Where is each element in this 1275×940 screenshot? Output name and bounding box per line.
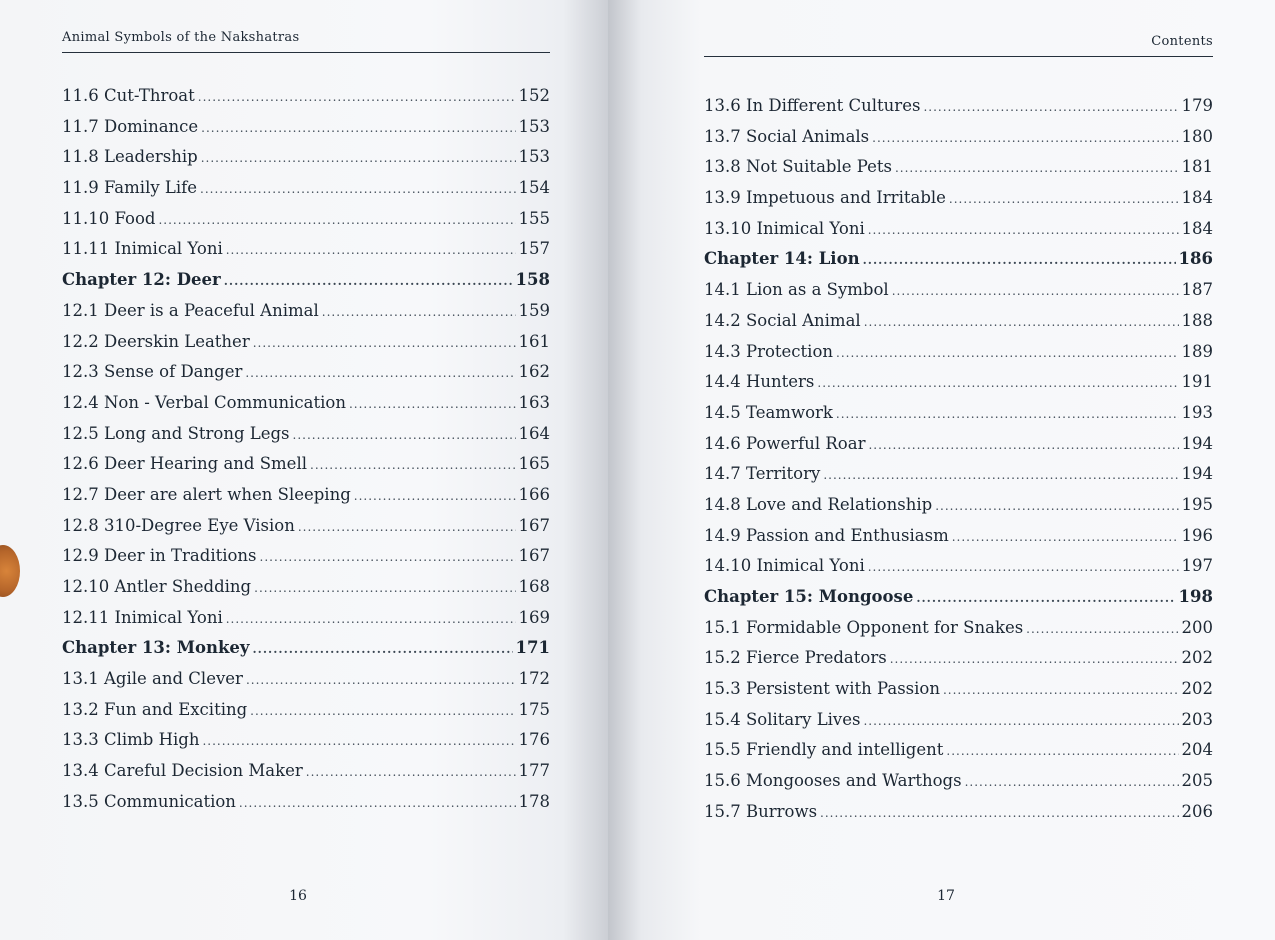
toc-entry bbox=[704, 735, 1213, 766]
toc-entry-page: 157 bbox=[518, 239, 550, 259]
toc-entry-title: 14.6 Powerful Roar bbox=[704, 433, 866, 453]
toc-entry-page: 202 bbox=[1181, 679, 1213, 699]
toc-entry-page: 165 bbox=[518, 454, 550, 474]
toc-entry-title: 14.3 Protection bbox=[704, 341, 834, 361]
toc-entry-title: 12.9 Deer in Traditions bbox=[62, 546, 257, 566]
toc-entry bbox=[62, 725, 550, 756]
toc-entry bbox=[62, 81, 550, 112]
dot-leader bbox=[935, 491, 1178, 522]
dot-leader bbox=[965, 767, 1179, 798]
running-head: Animal Symbols of the Nakshatras bbox=[62, 30, 550, 53]
toc-list bbox=[62, 81, 550, 818]
toc-entry-title: 12.10 Antler Shedding bbox=[62, 577, 252, 596]
page-tab-marker bbox=[0, 545, 20, 597]
dot-leader bbox=[872, 123, 1178, 154]
dot-leader bbox=[868, 215, 1179, 246]
toc-entry bbox=[62, 756, 550, 787]
dot-leader bbox=[254, 573, 515, 604]
toc-entry-title: 12.6 Deer Hearing and Smell bbox=[62, 454, 308, 474]
dot-leader bbox=[836, 338, 1178, 369]
toc-entry-page: 187 bbox=[1181, 280, 1213, 300]
toc-entry-title: 13.10 Inimical Yoni bbox=[704, 218, 865, 238]
toc-entry-page: 195 bbox=[1181, 494, 1213, 514]
dot-leader bbox=[863, 245, 1176, 276]
toc-entry-title: 13.1 Agile and Clever bbox=[62, 669, 243, 689]
dot-leader bbox=[1026, 614, 1178, 645]
toc-entry-page: 200 bbox=[1181, 617, 1213, 637]
toc-entry-page: 203 bbox=[1181, 709, 1213, 729]
dot-leader bbox=[201, 143, 516, 174]
toc-entry-title: 12.1 Deer is a Peaceful Animal bbox=[62, 300, 319, 320]
toc-entry bbox=[62, 204, 550, 235]
dot-leader bbox=[253, 634, 513, 665]
toc-entry-page: 177 bbox=[518, 761, 550, 781]
toc-entry-title: 15.6 Mongooses and Warthogs bbox=[704, 771, 962, 791]
dot-leader bbox=[198, 82, 516, 113]
toc-entry bbox=[704, 306, 1213, 337]
dot-leader bbox=[949, 184, 1179, 215]
toc-entry-page: 205 bbox=[1181, 771, 1213, 791]
toc-entry bbox=[62, 480, 550, 511]
dot-leader bbox=[239, 788, 516, 819]
dot-leader bbox=[250, 696, 515, 727]
toc-entry-page: 153 bbox=[518, 147, 550, 167]
toc-entry-page: 194 bbox=[1181, 433, 1213, 453]
toc-entry-title: 11.7 Dominance bbox=[62, 116, 199, 136]
dot-leader bbox=[863, 706, 1178, 737]
toc-entry bbox=[62, 112, 550, 143]
dot-leader bbox=[349, 389, 516, 420]
toc-entry-title: 13.2 Fun and Exciting bbox=[62, 699, 248, 719]
toc-entry-title: 13.4 Careful Decision Maker bbox=[62, 761, 303, 781]
dot-leader bbox=[952, 522, 1179, 553]
toc-entry-page: 153 bbox=[518, 116, 550, 136]
toc-entry-page: 162 bbox=[518, 362, 550, 382]
toc-entry-page: 152 bbox=[518, 86, 550, 105]
toc-entry-page: 161 bbox=[518, 331, 550, 351]
toc-entry-title: 12.3 Sense of Danger bbox=[62, 362, 243, 382]
toc-entry-page: 159 bbox=[518, 300, 550, 320]
toc-entry bbox=[704, 214, 1213, 245]
toc-entry-title: 15.5 Friendly and intelligent bbox=[704, 740, 944, 760]
toc-entry-page: 154 bbox=[518, 178, 550, 198]
toc-entry-page: 184 bbox=[1181, 188, 1213, 208]
toc-entry-page: 186 bbox=[1178, 249, 1213, 269]
toc-entry-page: 202 bbox=[1181, 648, 1213, 668]
toc-entry bbox=[62, 296, 550, 327]
toc-entry bbox=[704, 521, 1213, 552]
dot-leader bbox=[293, 420, 516, 451]
toc-entry-title: 12.8 310-Degree Eye Vision bbox=[62, 515, 295, 535]
toc-entry-title: 15.3 Persistent with Passion bbox=[704, 679, 940, 699]
toc-entry-title: 13.6 In Different Cultures bbox=[704, 96, 921, 115]
toc-entry-title: 12.11 Inimical Yoni bbox=[62, 607, 223, 627]
toc-entry-page: 206 bbox=[1181, 801, 1213, 821]
toc-chapter-entry bbox=[704, 244, 1213, 275]
dot-leader bbox=[892, 276, 1179, 307]
toc-entry-title: 12.2 Deerskin Leather bbox=[62, 331, 250, 351]
toc-entry-title: 14.9 Passion and Enthusiasm bbox=[704, 525, 949, 545]
toc-entry-page: 188 bbox=[1181, 310, 1213, 330]
dot-leader bbox=[820, 798, 1178, 829]
toc-entry bbox=[62, 511, 550, 542]
dot-leader bbox=[916, 583, 1175, 614]
toc-entry-title: Chapter 14: Lion bbox=[704, 249, 860, 269]
toc-entry-page: 191 bbox=[1181, 372, 1213, 392]
toc-entry-title: 14.10 Inimical Yoni bbox=[704, 556, 865, 576]
toc-entry-title: 14.4 Hunters bbox=[704, 372, 815, 392]
toc-entry bbox=[62, 572, 550, 603]
toc-entry bbox=[704, 613, 1213, 644]
dot-leader bbox=[201, 113, 515, 144]
toc-entry-page: 194 bbox=[1181, 464, 1213, 484]
toc-entry bbox=[704, 91, 1213, 122]
dot-leader bbox=[943, 675, 1179, 706]
toc-entry bbox=[62, 603, 550, 634]
toc-entry-page: 168 bbox=[518, 577, 550, 596]
dot-leader bbox=[890, 644, 1179, 675]
dot-leader bbox=[322, 297, 516, 328]
toc-entry-page: 179 bbox=[1181, 96, 1213, 115]
toc-entry bbox=[62, 419, 550, 450]
toc-entry-page: 178 bbox=[518, 791, 550, 811]
toc-entry-page: 166 bbox=[518, 484, 550, 504]
toc-entry-page: 184 bbox=[1181, 218, 1213, 238]
toc-entry-page: 171 bbox=[515, 638, 550, 658]
toc-entry bbox=[62, 695, 550, 726]
toc-entry-page: 176 bbox=[518, 730, 550, 750]
toc-entry bbox=[704, 398, 1213, 429]
toc-entry-page: 197 bbox=[1181, 556, 1213, 576]
toc-entry bbox=[62, 327, 550, 358]
toc-entry bbox=[704, 490, 1213, 521]
toc-entry-title: 13.5 Communication bbox=[62, 791, 236, 811]
toc-entry-page: 181 bbox=[1181, 157, 1213, 177]
dot-leader bbox=[253, 328, 516, 359]
toc-entry-page: 167 bbox=[518, 515, 550, 535]
toc-entry bbox=[704, 337, 1213, 368]
toc-entry-page: 175 bbox=[518, 699, 550, 719]
toc-entry-title: 14.1 Lion as a Symbol bbox=[704, 280, 889, 300]
toc-entry bbox=[704, 183, 1213, 214]
toc-entry-title: 11.9 Family Life bbox=[62, 178, 198, 198]
dot-leader bbox=[200, 174, 515, 205]
toc-chapter-entry bbox=[62, 265, 550, 296]
toc-entry-page: 155 bbox=[518, 208, 550, 228]
toc-entry bbox=[704, 643, 1213, 674]
toc-entry bbox=[704, 551, 1213, 582]
toc-list bbox=[704, 91, 1213, 828]
right-page bbox=[608, 0, 1275, 940]
toc-entry bbox=[704, 674, 1213, 705]
toc-chapter-entry bbox=[62, 633, 550, 664]
toc-entry bbox=[704, 797, 1213, 828]
toc-entry-page: 196 bbox=[1181, 525, 1213, 545]
dot-leader bbox=[946, 736, 1178, 767]
toc-entry-page: 167 bbox=[518, 546, 550, 566]
toc-entry-title: 13.7 Social Animals bbox=[704, 126, 870, 146]
toc-entry-title: 14.8 Love and Relationship bbox=[704, 494, 933, 514]
dot-leader bbox=[245, 358, 515, 389]
toc-entry bbox=[704, 766, 1213, 797]
dot-leader bbox=[298, 512, 516, 543]
toc-entry-page: 164 bbox=[518, 423, 550, 443]
dot-leader bbox=[224, 266, 513, 297]
toc-entry-title: Chapter 15: Mongoose bbox=[704, 587, 914, 606]
toc-entry bbox=[62, 388, 550, 419]
toc-entry-page: 169 bbox=[518, 607, 550, 627]
toc-entry bbox=[704, 459, 1213, 490]
toc-entry-title: 12.4 Non - Verbal Communication bbox=[62, 392, 346, 412]
toc-entry bbox=[62, 787, 550, 818]
dot-leader bbox=[354, 481, 516, 512]
toc-entry-title: 15.1 Formidable Opponent for Snakes bbox=[704, 617, 1024, 637]
toc-entry-title: 11.10 Food bbox=[62, 208, 156, 228]
toc-entry-title: 14.2 Social Animal bbox=[704, 310, 861, 330]
toc-entry bbox=[704, 705, 1213, 736]
toc-entry bbox=[62, 541, 550, 572]
dot-leader bbox=[310, 450, 515, 481]
toc-entry-title: 14.7 Territory bbox=[704, 464, 821, 484]
toc-entry bbox=[62, 449, 550, 480]
toc-entry bbox=[62, 234, 550, 265]
toc-entry-title: Chapter 13: Monkey bbox=[62, 638, 250, 658]
left-page bbox=[0, 0, 612, 940]
dot-leader bbox=[817, 368, 1178, 399]
dot-leader bbox=[246, 665, 516, 696]
toc-entry-title: 12.5 Long and Strong Legs bbox=[62, 423, 290, 443]
dot-leader bbox=[868, 552, 1179, 583]
toc-entry bbox=[704, 152, 1213, 183]
toc-entry-title: 15.2 Fierce Predators bbox=[704, 648, 887, 668]
dot-leader bbox=[864, 307, 1179, 338]
toc-entry bbox=[704, 275, 1213, 306]
dot-leader bbox=[823, 460, 1178, 491]
toc-entry-title: 13.9 Impetuous and Irritable bbox=[704, 188, 946, 208]
dot-leader bbox=[868, 430, 1178, 461]
dot-leader bbox=[836, 399, 1179, 430]
toc-chapter-entry bbox=[704, 582, 1213, 613]
dot-leader bbox=[923, 92, 1178, 123]
toc-entry-page: 204 bbox=[1181, 740, 1213, 760]
dot-leader bbox=[895, 153, 1179, 184]
dot-leader bbox=[226, 604, 516, 635]
toc-entry-title: 11.11 Inimical Yoni bbox=[62, 239, 223, 259]
toc-entry bbox=[62, 357, 550, 388]
toc-entry-title: 14.5 Teamwork bbox=[704, 402, 833, 422]
toc-entry-title: Chapter 12: Deer bbox=[62, 270, 221, 290]
toc-entry bbox=[704, 122, 1213, 153]
toc-entry bbox=[62, 142, 550, 173]
dot-leader bbox=[158, 205, 515, 236]
toc-entry-page: 180 bbox=[1181, 126, 1213, 146]
toc-entry-title: 15.7 Burrows bbox=[704, 801, 818, 821]
page-number: 16 bbox=[289, 888, 307, 904]
dot-leader bbox=[260, 542, 516, 573]
toc-entry-page: 189 bbox=[1181, 341, 1213, 361]
toc-entry-title: 11.6 Cut-Throat bbox=[62, 86, 195, 105]
toc-entry-title: 12.7 Deer are alert when Sleeping bbox=[62, 484, 351, 504]
toc-entry-title: 15.4 Solitary Lives bbox=[704, 709, 861, 729]
dot-leader bbox=[306, 757, 516, 788]
toc-entry-title: 13.3 Climb High bbox=[62, 730, 200, 750]
toc-entry bbox=[62, 664, 550, 695]
toc-entry-page: 172 bbox=[518, 669, 550, 689]
toc-entry bbox=[704, 367, 1213, 398]
dot-leader bbox=[226, 235, 516, 266]
toc-entry-page: 158 bbox=[515, 270, 550, 290]
toc-entry-page: 163 bbox=[518, 392, 550, 412]
running-head: Contents bbox=[704, 34, 1213, 57]
toc-entry bbox=[62, 173, 550, 204]
toc-entry bbox=[704, 429, 1213, 460]
toc-entry-title: 11.8 Leadership bbox=[62, 147, 198, 167]
dot-leader bbox=[202, 726, 515, 757]
toc-entry-page: 198 bbox=[1178, 587, 1213, 606]
toc-entry-title: 13.8 Not Suitable Pets bbox=[704, 157, 892, 177]
toc-entry-page: 193 bbox=[1181, 402, 1213, 422]
page-number: 17 bbox=[937, 888, 955, 904]
